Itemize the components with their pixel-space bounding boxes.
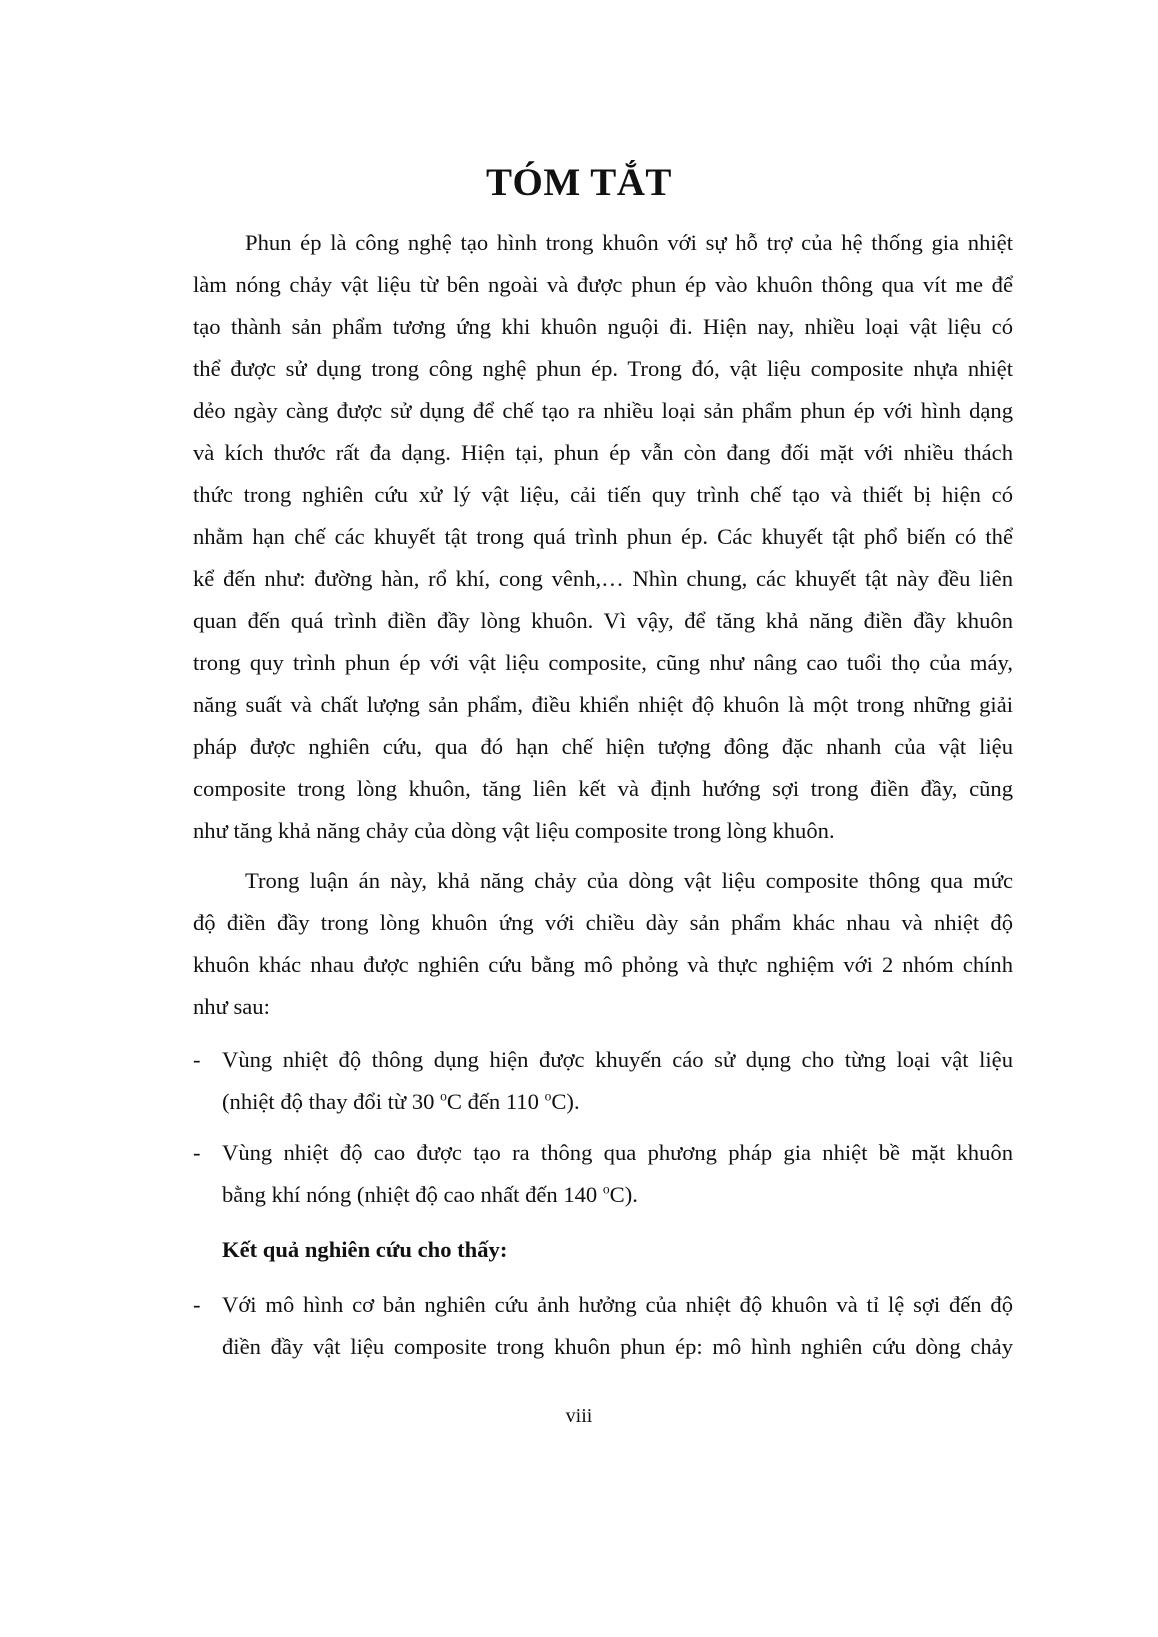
bullet-1-text-a: (nhiệt độ thay đổi từ 30: [222, 1089, 441, 1114]
page-title: TÓM TẮT: [486, 161, 672, 204]
paragraph-1-line-12: năng suất và chất lượng sản phẩm, điều khiển nhiệt độ khuôn là một trong những giải: [193, 692, 1013, 717]
paragraph-1-line-10: quan đến quá trình điền đầy lòng khuôn. Vì vậy, để tăng khả năng điền đầy khuôn: [193, 608, 1013, 633]
paragraph-2-line-4: như sau:: [193, 994, 270, 1019]
paragraph-1-line-15: như tăng khả năng chảy của dòng vật liệu composite trong lòng khuôn.: [193, 818, 835, 843]
paragraph-1-line-9: kể đến như: đường hàn, rổ khí, cong vênh,… Nhìn chung, các khuyết tật này đều liên: [193, 566, 1013, 591]
paragraph-1-line-11: trong quy trình phun ép với vật liệu composite, cũng như nâng cao tuổi thọ của máy,: [193, 650, 1013, 675]
bullet-2-text-a: bằng khí nóng (nhiệt độ cao nhất đến 140: [222, 1182, 603, 1207]
paragraph-1-line-4: thể được sử dụng trong công nghệ phun ép. Trong đó, vật liệu composite nhựa nhiệt: [193, 356, 1013, 381]
page-number: viii: [565, 1405, 593, 1427]
degree-superscript: o: [544, 1088, 552, 1104]
bullet-1-text-b: C đến 110: [446, 1089, 545, 1114]
degree-superscript: o: [440, 1088, 447, 1104]
results-heading: Kết quả nghiên cứu cho thấy:: [222, 1237, 508, 1262]
bullet-marker: -: [193, 1047, 201, 1072]
paragraph-1-line-5: dẻo ngày càng được sử dụng để chế tạo ra nhiều loại sản phẩm phun ép với hình dạng: [193, 398, 1013, 423]
paragraph-1-line-7: thức trong nghiên cứu xử lý vật liệu, cải tiến quy trình chế tạo và thiết bị hiện có: [193, 482, 1013, 507]
bullet-1-text-c: C).: [551, 1089, 580, 1114]
paragraph-1-line-13: pháp được nghiên cứu, qua đó hạn chế hiện tượng đông đặc nhanh của vật liệu: [193, 734, 1013, 759]
paragraph-1-line-14: composite trong lòng khuôn, tăng liên kết và định hướng sợi trong điền đầy, cũng: [193, 776, 1013, 801]
paragraph-2-line-1: Trong luận án này, khả năng chảy của dòng vật liệu composite thông qua mức: [245, 868, 1013, 893]
paragraph-1-line-3: tạo thành sản phẩm tương ứng khi khuôn nguội đi. Hiện nay, nhiều loại vật liệu có: [193, 314, 1013, 339]
bullet-1-line-1: Vùng nhiệt độ thông dụng hiện được khuyến cáo sử dụng cho từng loại vật liệu: [222, 1047, 1013, 1072]
bullet-2-text-b: C).: [609, 1182, 638, 1207]
paragraph-1-line-6: và kích thước rất đa dạng. Hiện tại, phun ép vẫn còn đang đối mặt với nhiều thách: [193, 440, 1013, 465]
bullet-1-line-2: [222, 1087, 580, 1117]
bullet-marker: -: [193, 1140, 201, 1165]
paragraph-1-line-2: làm nóng chảy vật liệu từ bên ngoài và được phun ép vào khuôn thông qua vít me để: [193, 272, 1013, 297]
paragraph-2-line-3: khuôn khác nhau được nghiên cứu bằng mô phỏng và thực nghiệm với 2 nhóm chính: [193, 952, 1013, 977]
bullet-3-line-1: Với mô hình cơ bản nghiên cứu ảnh hưởng của nhiệt độ khuôn và tỉ lệ sợi đến độ: [222, 1292, 1013, 1317]
bullet-2-line-1: Vùng nhiệt độ cao được tạo ra thông qua phương pháp gia nhiệt bề mặt khuôn: [222, 1140, 1013, 1165]
bullet-marker: -: [193, 1292, 201, 1317]
bullet-2-line-2: [222, 1180, 638, 1210]
paragraph-2-line-2: độ điền đầy trong lòng khuôn ứng với chiều dày sản phẩm khác nhau và nhiệt độ: [193, 910, 1013, 935]
paragraph-1-line-1: Phun ép là công nghệ tạo hình trong khuôn với sự hỗ trợ của hệ thống gia nhiệt: [245, 230, 1013, 255]
bullet-3-line-2: điền đầy vật liệu composite trong khuôn phun ép: mô hình nghiên cứu dòng chảy: [222, 1334, 1013, 1359]
paragraph-1-line-8: nhằm hạn chế các khuyết tật trong quá trình phun ép. Các khuyết tật phổ biến có thể: [193, 524, 1013, 549]
degree-superscript: o: [602, 1181, 610, 1197]
